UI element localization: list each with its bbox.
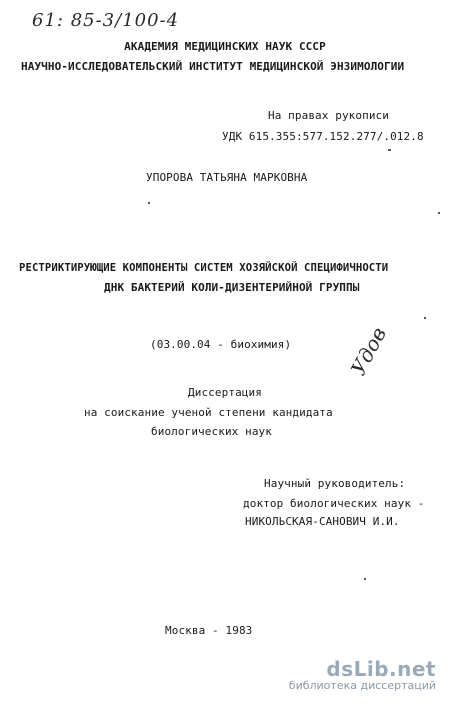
institute-name: НАУЧНО-ИССЛЕДОВАТЕЛЬСКИЙ ИНСТИТУТ МЕДИЦИНСКОЙ ЭНЗИМОЛОГИИ xyxy=(21,60,405,73)
specialty-code: (03.00.04 - биохимия) xyxy=(150,338,292,351)
scan-speck xyxy=(148,202,150,204)
scan-speck xyxy=(388,149,391,151)
dissertation-degree: на соискание ученой степени кандидата xyxy=(84,406,333,419)
dissertation-field: биологических наук xyxy=(151,425,273,438)
title-line-2: ДНК БАКТЕРИЙ КОЛИ-ДИЗЕНТЕРИЙНОЙ ГРУППЫ xyxy=(104,281,360,294)
place-and-year: Москва - 1983 xyxy=(165,624,253,637)
udk-code: УДК 615.355:577.152.277/.012.8 xyxy=(222,130,424,143)
author-name: УПОРОВА ТАТЬЯНА МАРКОВНА xyxy=(146,171,308,184)
handwritten-call-number: 61: 85-3/100-4 xyxy=(32,10,180,31)
scan-speck xyxy=(424,317,426,319)
scan-speck xyxy=(364,578,366,580)
supervisor-name: НИКОЛЬСКАЯ-САНОВИЧ И.И. xyxy=(245,515,400,528)
title-line-1: РЕСТРИКТИРУЮЩИЕ КОМПОНЕНТЫ СИСТЕМ ХОЗЯЙСКОЙ СПЕЦИФИЧНОСТИ xyxy=(19,262,389,274)
handwritten-signature: Удов xyxy=(346,323,392,380)
scan-speck xyxy=(438,212,440,214)
manuscript-rights: На правах рукописи xyxy=(268,109,390,122)
watermark-subtitle: библиотека диссертаций xyxy=(288,679,436,692)
watermark xyxy=(289,657,436,692)
academy-name: АКАДЕМИЯ МЕДИЦИНСКИХ НАУК СССР xyxy=(124,40,326,53)
dissertation-label: Диссертация xyxy=(188,386,262,399)
supervisor-label: Научный руководитель: xyxy=(264,477,406,490)
watermark-logo: dsLib.net xyxy=(326,657,436,681)
supervisor-degree: доктор биологических наук - xyxy=(243,497,425,510)
